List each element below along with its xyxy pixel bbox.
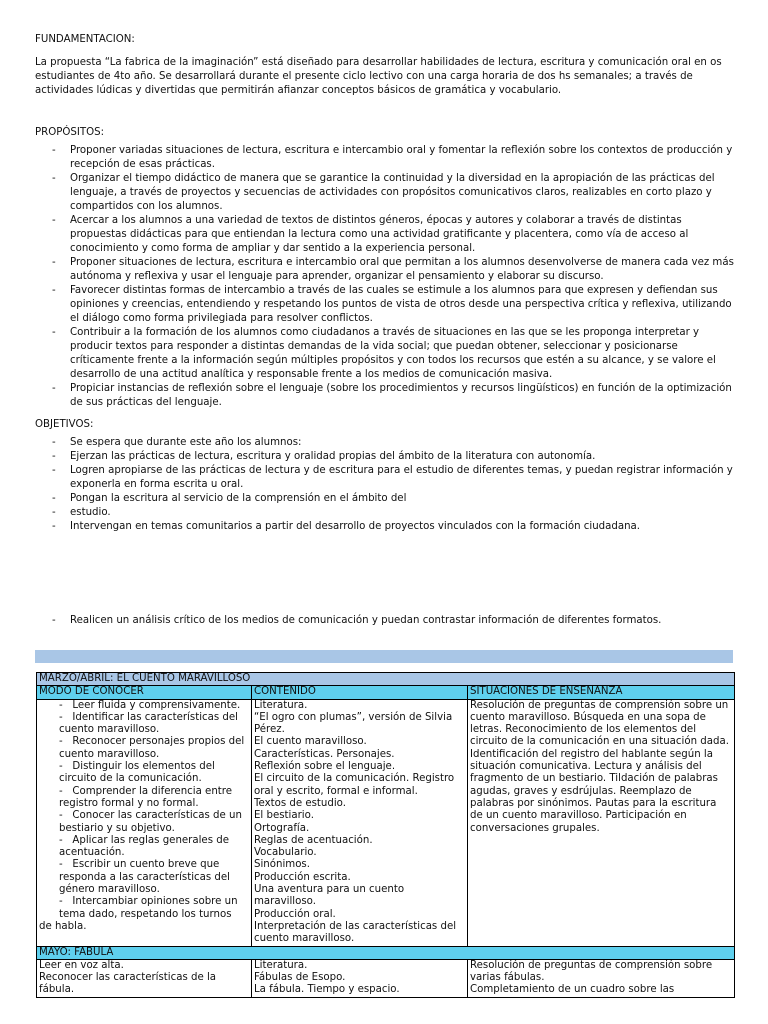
table-row: [37, 673, 735, 686]
fundamentacion-heading: FUNDAMENTACION:: [35, 34, 135, 45]
table-row: [37, 959, 735, 997]
section-title-mayo: MAYO: FABULA: [37, 946, 735, 959]
objetivos-list-continued: [35, 614, 735, 628]
propositos-heading: PROPÓSITOS:: [35, 127, 105, 138]
list-item: - Acercar a los alumnos a una variedad de textos de distintos géneros, épocas y autores y colaborar a través de distintas propuestas didácticas para que entiendan la lectura como una actividad gratificante y placentera, como vía de acceso al conocimiento y como forma de ampliar y dar sentido a la experiencia personal.: [52, 215, 689, 254]
section-divider-bar: [35, 650, 733, 663]
dash: -: [52, 615, 56, 626]
list-item: - Comprender la diferencia entre registro formal y no formal.: [59, 785, 233, 809]
dash: -: [52, 521, 56, 532]
objetivos-heading: OBJETIVOS:: [35, 419, 94, 430]
mayo-contenido-cell: Literatura. Fábulas de Esopo. La fábula. Tiempo y espacio.: [252, 959, 468, 997]
list-item: - Realicen un análisis crítico de los medios de comunicación y puedan contrastar información de diferentes formatos.: [52, 615, 662, 626]
objetivos-list: [35, 436, 735, 534]
dash: -: [52, 173, 56, 184]
dash: -: [52, 285, 56, 296]
propositos-list: [35, 144, 735, 410]
dash: -: [52, 465, 56, 476]
list-item: - Intercambiar opiniones sobre un tema dado, respetando los turnos: [59, 896, 238, 920]
header-contenido: CONTENIDO: [252, 686, 468, 699]
list-item: - Se espera que durante este año los alumnos:: [52, 437, 302, 448]
list-item: - Logren apropiarse de las prácticas de lectura y de escritura para el estudio de diferentes temas, y puedan registrar información y exponerla en forma escrita u oral.: [52, 465, 733, 490]
list-item: - Propiciar instancias de reflexión sobre el lenguaje (sobre los procedimientos y recursos lingüísticos) en función de la optimización de sus prácticas del lenguaje.: [52, 383, 732, 408]
list-item: - Contribuir a la formación de los alumnos como ciudadanos a través de situaciones en las que se les proponga interpretar y producir textos para responder a distintas demandas de la vida social; que puedan obtener, seleccionar y posicionarse críticamente frente a la información según múltiples propósitos y con todos los recursos que estén a su alcance, y se valore el desarrollo de una actitud analítica y responsable frente a los medios de comunicación masiva.: [52, 327, 716, 380]
list-item: - Conocer las características de un bestiario y su objetivo.: [59, 810, 242, 834]
list-item: - Distinguir los elementos del circuito de la comunicación.: [59, 761, 215, 785]
contenido-cell: Literatura. “El ogro con plumas”, versión de Silvia Pérez. El cuento maravilloso. Características. Personajes. Reflexión sobre el lenguaje. El circuito de la comunicación. Registro oral y escrito, formal e informal. Textos de estudio. El bestiario. Ortografía. Reglas de acentuación. Vocabulario. Sinónimos. Producción escrita. Una aventura para un cuento maravilloso. Producción oral. Interpretación de las características del cuento maravilloso.: [252, 699, 468, 946]
list-item: - Organizar el tiempo didáctico de manera que se garantice la continuidad y la diversidad en la apropiación de las prácticas del lenguaje, a través de proyectos y secuencias de actividades con propósitos comunicativos claros, realizables en corto plazo y compartidos con los alumnos.: [52, 173, 715, 212]
dash: -: [52, 327, 56, 338]
list-item: de habla.: [39, 920, 87, 932]
dash: -: [52, 145, 56, 156]
table-header-row: [37, 686, 735, 699]
list-item: - Pongan la escritura al servicio de la comprensión en el ámbito del: [52, 493, 407, 504]
mayo-situaciones-cell: Resolución de preguntas de comprensión sobre varias fábulas. Completamiento de un cuadro sobre las: [468, 959, 735, 997]
dash: -: [52, 383, 56, 394]
dash: -: [52, 451, 56, 462]
fundamentacion-text: La propuesta “La fabrica de la imaginación” está diseñado para desarrollar habilidades de lectura, escritura y comunicación oral en os estudiantes de 4to año. Se desarrollará durante el presente ciclo lectivo con una carga horaria de dos hs semanales; a través de actividades lúdicas y divertidas que permitirán afianzar conceptos básicos de gramática y vocabulario.: [35, 57, 722, 96]
dash: -: [52, 437, 56, 448]
situaciones-cell: Resolución de preguntas de comprensión sobre un cuento maravilloso. Búsqueda en una sopa de letras. Reconocimiento de los elementos del circuito de la comunicación en una situación dada. Identificación del registro del hablante según la situación comunicativa. Lectura y análisis del fragmento de un bestiario. Tildación de palabras agudas, graves y esdrújulas. Reemplazo de palabras por sinónimos. Pautas para la escritura de un cuento maravilloso. Participación en conversaciones grupales.: [468, 699, 735, 946]
section-title-marzo-abril: MARZO/ABRIL: EL CUENTO MARAVILLOSO: [37, 673, 735, 686]
table-row: [37, 946, 735, 959]
planning-table: [36, 672, 735, 998]
document-body: [35, 33, 735, 628]
list-item: - estudio.: [52, 507, 111, 518]
list-item: - Proponer situaciones de lectura, escritura e intercambio oral que permitan a los alumnos desenvolverse de manera cada vez más autónoma y reflexiva y usar el lenguaje para aprender, organizar el pensamiento y elaborar su discurso.: [52, 257, 734, 282]
modo-cell: [37, 699, 252, 946]
list-item: - Escribir un cuento breve que responda a las características del género maravilloso.: [59, 859, 230, 896]
list-item: - Favorecer distintas formas de intercambio a través de las cuales se estimule a los alumnos para que expresen y defiendan sus opiniones y creencias, entendiendo y respetando los puntos de vista de otros desde una perspectiva crítica y reflexiva, utilizando el diálogo como forma privilegiada para resolver conflictos.: [52, 285, 732, 324]
mayo-modo-cell: Leer en voz alta. Reconocer las características de la fábula.: [37, 959, 252, 997]
dash: -: [52, 257, 56, 268]
dash: -: [52, 493, 56, 504]
list-item: - Aplicar las reglas generales de acentuación.: [59, 834, 229, 859]
list-item: - Proponer variadas situaciones de lectura, escritura e intercambio oral y fomentar la reflexión sobre los contextos de producción y recepción de esas prácticas.: [52, 145, 733, 170]
list-item: - Ejerzan las prácticas de lectura, escritura y oralidad propias del ámbito de la literatura con autonomía.: [52, 451, 596, 462]
header-modo-de-conocer: MODO DE CONOCER: [37, 686, 252, 699]
list-item: - Leer fluida y comprensivamente.: [59, 699, 241, 711]
list-item: - Intervengan en temas comunitarios a partir del desarrollo de proyectos vinculados con la formación ciudadana.: [52, 521, 641, 532]
list-item: - Reconocer personajes propios del cuento maravilloso.: [59, 736, 245, 760]
dash: -: [52, 215, 56, 226]
dash: -: [52, 507, 56, 518]
header-situaciones: SITUACIONES DE ENSEÑANZA: [468, 686, 735, 699]
list-item: - Identificar las características del cuento maravilloso.: [59, 711, 238, 736]
table-row: [37, 699, 735, 946]
